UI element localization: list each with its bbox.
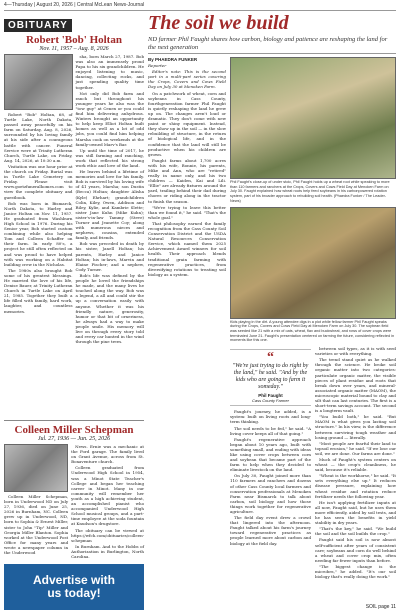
obituary-photo-holtan: [4, 54, 73, 110]
story-paragraph: "Most people are fearful their land to topsoil erosion," he said. "If we lose our soil, we are done. Our farms are done.": [315, 440, 396, 456]
obit-paragraph: Bob's life was defined by the people he loved the friendships he made, and the many lives he touched along the way. Bob was a legend, a all and could stir the up a conversation easily with anyone. Whether it was his friendly nature, generosity, humor or that bit of orneriness, he always had a way to make people smile. His memory will live on through every story told and every car hunted in the wind through the pine trees.: [75, 272, 144, 345]
ad-line-1: Advertise with: [32, 573, 116, 587]
story-headline: The soil we build: [148, 12, 289, 34]
obituary-col-right: [76, 54, 145, 345]
obituary-section: [4, 13, 144, 610]
story-column-2: [230, 346, 311, 566]
obit-paragraph: Bob was preceded in death by his sister, Janell Holtan; his parents, Harley and Janice Holtan; his in-laws, Marvin and Elaine Fischer; and a nephew, Cody Turner.: [75, 241, 144, 272]
obit-paragraph: In Burnham. And to the Hobbs of Authorization in Burlington, North Carolina.: [71, 543, 144, 559]
feature-story: [148, 13, 396, 610]
story-paragraph: between soil types, as it is with seed varieties or with everything.: [315, 346, 396, 357]
story-photo-area: [230, 57, 396, 607]
pull-quote-text: "We're just trying to do right by the land," he said. "And by the kids who are going to farm it someday.": [232, 363, 309, 391]
advertise-banner[interactable]: [4, 564, 144, 610]
pull-quote-role: Cass County Farmer: [252, 398, 289, 404]
obit-paragraph: sha, born March 27, 1987. Bob was also an immensely proud Papa to his six grandchildren. He enjoyed listening to music, dancing, collecting rocks, and just spending quality time together.: [75, 54, 144, 90]
obituary-dates-schepman: Jul. 27, 1936 — Jun. 25, 2026: [37, 436, 111, 442]
story-columns: [148, 57, 396, 607]
pull-quote: [230, 349, 311, 406]
obituary-body-schepman: [4, 444, 144, 564]
story-photo-caption-2: Kids playing in the dirt. A young attendee digs in a plot while fellow farmer Phil Faught speaks during the Crops, Covers and Cows Field Day at Menoken Farm on July 30. The soybean field was seeded like 21 with a mix of oats, wheat, flax and buckwheat, and rows of cover crops were terminated June 21. Faught's presentation centered on farming the future, considering reflected in moments like this one.: [230, 319, 395, 343]
obit-paragraph: The 1980s also brought Bob some of his greatest blessings. He married the love of his life, Denise Bauer, at Trinity Lutheran Church in Turtle Lake on April 21, 1985. Together they built a life filled with family, hard work, laughter, and countless memories.: [4, 267, 73, 314]
obituary-body-holtan: [4, 54, 144, 345]
page-folio: 4—Thursday | August 20, 2026 | Central McLean News-Journal: [4, 2, 145, 8]
story-paragraph: Faught farms about 1,700 acres with his wife, Bonnie, his parents, Mike and Ann, who are "retired" really in name only, and his two children — Kaiden, Kai and Lili. "Ellie" are already fixtures around the yard, trailing behind their dad during chores or riding along in the tractor to finish the season.: [148, 157, 226, 204]
obituary-col-right: [71, 444, 144, 564]
story-paragraph: The soil needs to be fed," he said. "A living cover keeps all of that going.": [230, 425, 311, 436]
ad-line-2: us today!: [47, 586, 101, 600]
story-paragraph: Editor's note: This is the second part in a multi-part series covering the Crops, Covers and Cows Field Day on July 30 at Menoken Farm.: [148, 69, 226, 90]
obit-paragraph: News. Ernie was a mechanic at the Ford garage. The family lived on Grant Avenue, across from St. Bonaventure church.: [71, 444, 144, 465]
obit-paragraph: Visitation was one hour prior at the church on Friday. Burial was in Turtle Lake Cemetery on Friday. Please visit www.goetzfuneralhomes.com to view the complete obituary and guestbook.: [4, 163, 73, 200]
story-lower-columns: [230, 346, 396, 580]
obituary-name-holtan: Robert 'Bob' Holtan: [26, 34, 122, 46]
story-paragraph: That philosophy earned the family recognition from the Cass County Soil Conservation District and the USDA Natural Resources Conservation Service, which named them 2025 Achievement Award winners for soil health. Their approach blends traditional grain farming with regenerative practices, from diversifying rotations to treating soil biology as a system.: [148, 220, 226, 277]
obituary-col-left: [4, 444, 68, 564]
story-photo-wheat-root: [230, 57, 396, 179]
pull-quote-name: Phil Faught: [258, 393, 283, 399]
story-paragraph: "You build both," he said. "But MAOM is what gives you lasting soil structure." In his view, is the difference between surviving tough weather and losing ground — literally.: [315, 414, 396, 440]
obituary-dates-holtan: Nov. 11, 1957 – Aug. 8, 2026: [39, 46, 109, 52]
divider: [4, 420, 144, 421]
story-paragraph: Faught's regenerative approach began about 10 years ago, built with something small, and ending with ideas like using cover crops between corn and soybean that became part of the farm to help when they decided to eliminate livestock on the land.: [230, 436, 311, 473]
quote-mark-icon: “: [267, 350, 274, 366]
obituary-photo-schepman: [4, 444, 68, 492]
story-byline: By PHAEDRA FUNKER: [148, 57, 198, 62]
section-label: OBITUARY: [4, 19, 72, 32]
story-paragraph: The trend stand quiet as he walked through the science. He broke soil organic matter into two categories: particulate organic matter, the visible pieces of plant residue and roots that break down over years, and mineral-associated organic matter (MAOM), the microscopic material bound to clay and silt that can last centuries. The first is a short-term savings account. The second is a longterm vault.: [315, 357, 396, 414]
story-column-1: [148, 57, 226, 607]
story-paragraph: "That's the key," he said. "We build the soil and the soil builds the crop.": [315, 526, 396, 537]
story-paragraph: "Wheat is the workhorse," he said. "It sets everything else up." It reduces disease pressure, explaining how wheat residue and rotation reduce fertilizer needs the following year.: [315, 473, 396, 499]
story-subhead: ND farmer Phil Faught shares how carbon, biology and patience are reshaping the land for the next generation: [148, 36, 388, 51]
story-paragraph: Faught's journey, he added, is a system: built on living roots and long-term thinking.: [230, 409, 311, 425]
story-jump-line[interactable]: SOIL page 11: [365, 604, 396, 610]
obit-paragraph: Robert "Bob" Holtan, 68, of Turtle Lake, North Dakota, passed away peacefully on his farm on Saturday, Aug. 8, 2026, surrounded by his loving family at his side after a courageous battle with cancer. Funeral Service were at Trinity Lutheran Church, Turtle Lake, on Friday, Aug. 14, 2026, at 10:30 a.m.: [4, 112, 73, 163]
divider: [148, 53, 396, 54]
obit-paragraph: Colleen Miller Schepman, born in Underwood ND on July 27, 1936, died on June 25, 2026 in Burnham, NC. Colleen grew up in Underwood, ND, born to Sophia & Ernest Miller, sister to John "Tip" Miller and Georgia Miller Blanton. Sophia worked at the Underwood Post Office for many years and wrote a newspaper column in the Underwood: [4, 494, 69, 556]
obit-paragraph: Up until the time of 2017, he was still farming and ranching, work that reflected his strong work ethic and love of the land.: [75, 147, 144, 168]
folio-rule: [4, 10, 396, 11]
story-paragraph: "We're trying to leave this better than we found it," he said. "That's the whole goal.": [148, 204, 226, 220]
obituary-col-left: [4, 54, 73, 345]
story-paragraph: Faught said his soil is now almost self-sufficient after years of consistent care; soybeans and corn do well behind a wheat and cover crop mix, often needing far fewer inputs than before.: [315, 537, 396, 563]
obituary-schepman: [4, 417, 144, 564]
story-column-3: [315, 346, 396, 580]
story-paragraph: "The biggest change is the microbes," he added. "It's our soil biology that's really doing the work.": [315, 563, 396, 580]
obit-paragraph: Colleen graduated from Underwood High School in 1954, was a Minot State Teacher's College and began her teaching career in Minot. Many in our community will remember her youth as a high achieving student, an accomplished pianist who accompanied Underwood High School musical groups, and a part-time employee at the soda fountain at Knudson's drugstore.: [71, 465, 144, 527]
story-photo-caption: Phil Faught's close-up of under stoic, Phil Faught holds up a wheat root while speaking to more than 110 farmers and ranchers at the Crops, Covers and Cows Field Day at Menoken Farm on July 30. Faught explained how wheat roots help feed soybeans in his carbonpowered rotation system, part of his broader approach to rebuilding soil health. (Phaedra Funker / The Leader-News): [230, 180, 390, 203]
story-paragraph: Much of Faught's system centers on wheat — the crop's cleanliness, he said, because it's reliable.: [315, 457, 396, 473]
story-photo-kids: [230, 207, 396, 319]
obit-paragraph: The obituary can be viewed at https://wfch.com/obituaries/colleen-schepman: [71, 527, 144, 543]
story-paragraph: The field day event drew a crowd that lingered into the afternoon. Faught talked about his farm's journey toward regenerative practices as people learned more about carbon and biology at the field day.: [230, 515, 311, 546]
story-byline-role: Reporter: [148, 63, 167, 69]
obit-paragraph: Bob was born in Bismarck, North Dakota, to Harley and Janice Holtan on Nov. 11, 1957. He graduated from Washburn High School in 1976. During his Senior year, Bob started custom combining while also helping Tom and Colleen Schaffer on their farm. In early 80's, a project he still often reflected on and was proud to have helped with was working on a Habitat building crew in the Nicholas.: [4, 200, 73, 267]
story-paragraph: On a patchwork of wheat, corn and soybeans in Cass County, fourthgeneration farmer Phil Faught is quietly reshaping the land he grew up on. The changes aren't loud or dramatic. They don't come with new paint or shiny equipment. Instead, they show up in the soil — in the slow rebuilding of structure, in the return of biological life, and in the confidence that the land will still be productive when his children are grown.: [148, 90, 226, 157]
obit-paragraph: He leaves behind a lifetime of memories and love for his family. Bob is survived by his loving wife of 41 years, Marsha; son Dustin (Becca) Holtan; daughter Alisha (Kyle) Ehrhart; grandchildren Colin, Kiley, Owen, Addison and Riley, Kylie, and Kambrie Slette; sister Jane Kuhn (Mike Kuhn); sister's-in-law Tammy (Steve) Turner and Jeanette Coy; along with numerous nieces and nephews, cousins, extended family, and friends.: [75, 169, 144, 241]
obituary-name-schepman: Colleen Miller Schepman: [14, 424, 134, 436]
story-paragraph: He isn't applying fertilizer inputs at all now, Faught said, but he uses them more efficiently, aided by soil tests, and he has seen the benefits in yield stability in dry years.: [315, 499, 396, 526]
obit-paragraph: Not only did Bob farm and ranch but throughout his younger years he also was the "tow guy" at Cenex or you could find him delivering anhydrous. Winters brought an opportunity to help keep Elliot Holtan built homes as well as a lot of odd jobs, you could find him helping Marsha cook on weekends at the family-owned Marv's Bar.: [75, 90, 144, 147]
story-paragraph: On July 30, Faught joined more than 110 farmers and ranchers and dozens of other Cass County local farmers and conservation professionals at Menoken Farm near Bismarck to talk about carbon, soil biology and how those things work together for regenerative agriculture.: [230, 473, 311, 514]
